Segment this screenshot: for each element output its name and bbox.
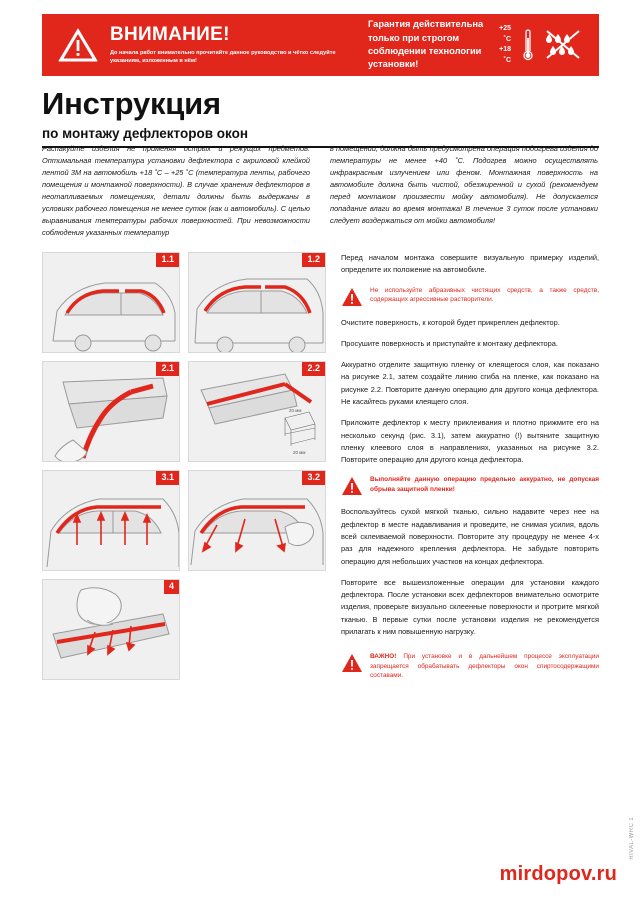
step-7: Повторите все вышеизложенные операции для установки каждого дефлектора. После установки всех дефлекторов внимательно осмотрите изделия, проверьте визуально склеенные поверхности и протрите мягкой тканью. В первые сутки после установки изделия не рекомендуется прилагать к ним повышенную нагрузку.: [341, 577, 599, 636]
figure-tag: 1.1: [156, 253, 179, 267]
intro-columns: [42, 143, 599, 239]
figure-tag: 4: [164, 580, 179, 594]
important-label: ВАЖНО!: [370, 653, 397, 661]
intro-left-column: Распакуйте изделия не применяя острых и режущих предметов. Оптимальная температура установки дефлектора с акриловой клейкой лентой 3М на автомобиль +18 ˚С – +25 ˚С (температура ленты, рабочего помещения и монтажной поверхности). В случае хранения дефлекторов в неотапливаемых помещениях, детали должны быть выдержаны в условиях рабочего помещения не менее суток (как и автомобиль). С целью выравнивания температуры рабочих поверхностей. При невозможности соблюдения указанных температур: [42, 144, 310, 237]
no-car-wash-icon: [545, 28, 585, 62]
important-text: При установке и в дальнейшем процессе эксплуатации запрещается обрабатывать дефлекторы окон спиртосодержащими составами.: [370, 653, 599, 680]
step-5: Приложите дефлектор к месту приклеивания и плотно прижмите его на несколько секунд (рис. 3.1), затем аккуратно (!) вытяните защитную пленку клеевого слоя в направлениях, указанных на рисунке 3.2. Повторите операцию для другого конца дефлектора.: [341, 418, 599, 465]
figure-tag: 2.1: [156, 362, 179, 376]
step-3: Просушите поверхность и приступайте к монтажу дефлектора.: [341, 338, 558, 348]
figure-row-4: [42, 579, 327, 680]
figure-tag: 2.2: [302, 362, 325, 376]
step-2: Очистите поверхность, к которой будет прикреплен дефлектор.: [341, 317, 560, 327]
dim-label-b: 20 мм: [293, 450, 306, 455]
warning-right-block: [362, 14, 599, 76]
warning-text-block: [110, 25, 340, 65]
figure-tag: 3.2: [302, 471, 325, 485]
warning-banner: [42, 14, 599, 76]
step-4: Аккуратно отделите защитную пленку от клеящегося слоя, как показано на рисунке 2.1, затем создайте линию сгиба на пленке, как показано на рисунке 2.2. Повторите данную операцию для другого конца дефлектора. Не касайтесь руками клеящего слоя.: [341, 360, 599, 406]
figure-press-with-cloth: [42, 579, 180, 680]
warning-left-block: [42, 14, 362, 76]
warning-icon-group: [499, 24, 585, 66]
step-6: Воспользуйтесь сухой мягкой тканью, сильно надавите через нее на дефлектор в месте надавливания и проведите, не снимая усилия, вдоль всей склеиваемой поверхности. Повторите эту процедуру не менее 4-х раз для надежного крепления дефлектора. Не забудьте повторить операцию для небольших участков на концах дефлектора.: [341, 507, 599, 566]
important-text-wrap: [370, 652, 599, 681]
figure-row-1: [42, 252, 327, 353]
temp-low: +18 ˚C: [499, 46, 511, 64]
figure-tag: 3.1: [156, 471, 179, 485]
page-subtitle: по монтажу дефлекторов окон: [42, 126, 599, 148]
figure-tag: 1.2: [302, 253, 325, 267]
figure-grid: [42, 252, 327, 688]
warning-triangle-icon: [58, 27, 98, 63]
figure-liner-dimensions: [188, 361, 326, 462]
figure-row-2: [42, 361, 327, 462]
dim-label-a: 20 мм: [289, 408, 302, 413]
callout-text: Не используйте абразивных чистящих средств, а также средств, содержащих агрессивные растворители.: [370, 286, 599, 304]
warning-title: ВНИМАНИЕ!: [110, 23, 230, 45]
figure-car-window-rear: [188, 252, 326, 353]
page-title: Инструкция: [42, 86, 221, 121]
warning-triangle-icon: [341, 476, 363, 496]
warning-subtitle: До начала работ внимательно прочитайте данное руководство и чётко следуйте указаниям, изложенным в нём!: [110, 49, 336, 64]
temperature-range: [499, 24, 511, 66]
figure-row-3: [42, 470, 327, 571]
warning-triangle-icon: [341, 287, 363, 307]
instruction-text-column: [341, 252, 599, 681]
figure-pull-liner-directions: [188, 470, 326, 571]
warning-triangle-icon: [341, 653, 363, 673]
site-watermark: mirdopov.ru: [499, 863, 617, 885]
important-note: [341, 652, 599, 681]
document-code: RIVAL-WRC 1: [629, 817, 635, 860]
guarantee-text: Гарантия действительна только при строгом соблюдении технологии установки!: [368, 19, 484, 70]
figure-press-deflector: [42, 470, 180, 571]
thermometer-icon: [521, 28, 535, 62]
title-block: [42, 88, 599, 148]
callout-abrasives: [341, 286, 599, 307]
figure-car-window-front: [42, 252, 180, 353]
figure-peel-liner: [42, 361, 180, 462]
intro-right-column: в помещении, должна быть предусмотрена операция подогрева изделия до температуры не менее +40 ˚С. Подогрев можно осуществлять инфракрасным излучением или феном. Монтажная поверхность на автомобиле должна быть чистой, обезжиренной и сухой (рекомендуем перед монтажом произвести мойку автомобиля). Не допускается попадание влаги во время монтажа! В течение 3 суток после установки следует воздержаться от мойки автомобиля!: [330, 144, 598, 225]
temp-high: +25 ˚C: [499, 25, 511, 43]
callout-careful: [341, 475, 599, 496]
step-1: Перед началом монтажа совершите визуальную примерку изделий, определите их положение на автомобиле.: [341, 253, 599, 275]
callout-text: Выполняйте данную операцию предельно аккуратно, не допуская обрыва защитной пленки!: [370, 476, 599, 494]
